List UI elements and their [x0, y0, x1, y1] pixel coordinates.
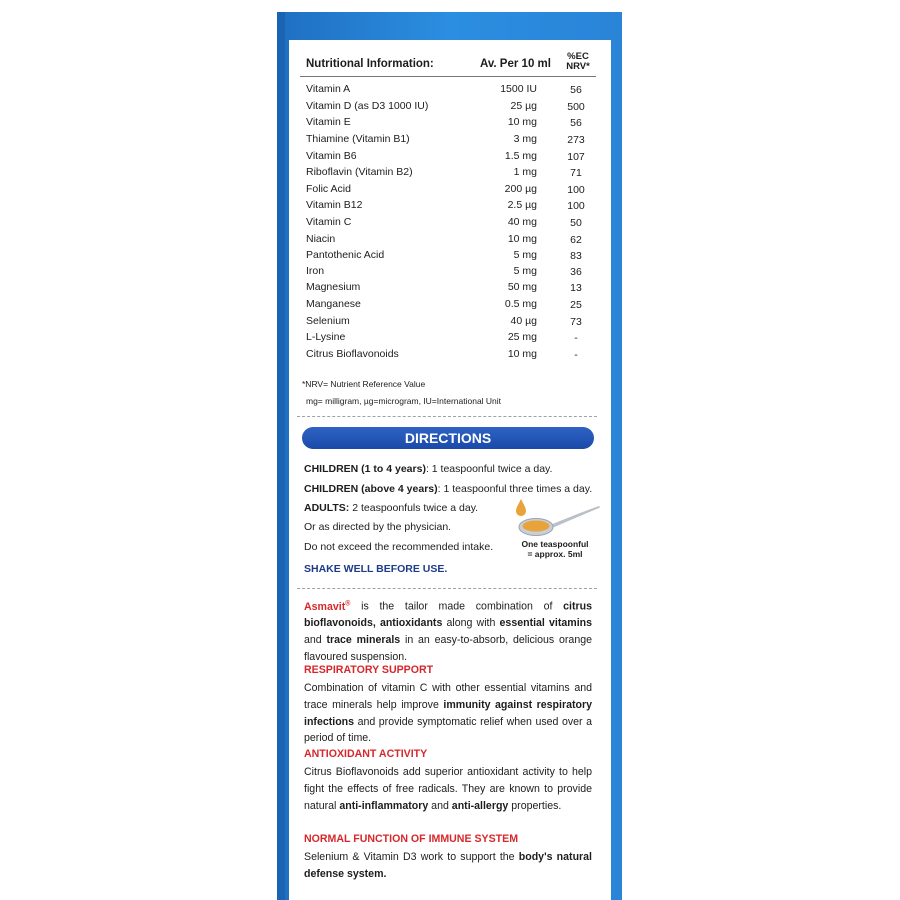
nutrient-row — [306, 199, 591, 215]
spoon-handle — [550, 506, 600, 528]
nutrient-row — [306, 281, 591, 297]
shake-warning: SHAKE WELL BEFORE USE. — [304, 563, 448, 575]
spoon-caption — [515, 539, 595, 559]
immune-text — [304, 849, 592, 883]
body-text: and — [428, 799, 452, 812]
respiratory-text — [304, 680, 592, 747]
nutrient-name: Vitamin E — [306, 116, 351, 128]
intro-bold: trace minerals — [326, 634, 401, 647]
table-top-rule — [300, 76, 596, 77]
registered-mark: ® — [345, 600, 351, 607]
box-panel-edge — [277, 12, 285, 900]
body-bold: anti-inflammatory — [339, 799, 429, 812]
nutrient-amount: 0.5 mg — [504, 298, 537, 310]
nutrient-amount: 10 mg — [507, 116, 537, 128]
nutrient-amount: 25 µg — [510, 100, 537, 112]
nrv-heading-line1: %EC — [567, 51, 589, 62]
units-footnote: mg= milligram, µg=microgram, IU=International Unit — [306, 396, 502, 406]
nutrient-name: Pantothenic Acid — [306, 249, 385, 261]
direction-children-small — [304, 463, 552, 475]
direction-text: 2 teaspoonfuls twice a day. — [349, 502, 479, 514]
brand-text: Asmavit — [304, 600, 346, 613]
body-text: Selenium & Vitamin D3 work to support the — [304, 851, 519, 863]
intro-text: is the tailor made combination of — [350, 600, 564, 613]
nutrient-name: Vitamin C — [306, 216, 352, 228]
direction-physician: Or as directed by the physician. — [304, 521, 452, 533]
intro-bold: essential vitamins — [499, 617, 592, 630]
nutrient-amount: 5 mg — [513, 265, 537, 277]
nutrient-name: Iron — [306, 265, 325, 277]
nutrient-amount: 40 µg — [510, 315, 537, 327]
nutrient-amount: 40 mg — [507, 216, 537, 228]
nutrient-nrv: - — [574, 332, 578, 344]
respiratory-heading: RESPIRATORY SUPPORT — [304, 664, 434, 676]
direction-children-older — [304, 483, 592, 495]
nutrient-name: Riboflavin (Vitamin B2) — [306, 166, 413, 178]
intro-text: in an easy-to-absorb, delicious orange flavoured suspension. — [304, 634, 592, 663]
body-bold: anti-allergy — [451, 799, 509, 812]
nutrient-amount: 25 mg — [507, 331, 537, 343]
nutrient-name: Niacin — [306, 233, 336, 245]
nutrient-row — [306, 116, 591, 132]
nutrient-amount: 10 mg — [507, 348, 537, 360]
nutrient-name: Vitamin A — [306, 83, 351, 95]
intro-bold: citrus bioflavonoids, antioxidants — [304, 600, 592, 630]
nutrient-row — [306, 100, 591, 116]
body-text: Citrus Bioflavonoids add superior antioxidant activity to help fight the effects of free radicals. They are known to provide natural — [304, 766, 592, 812]
nutrient-row — [306, 315, 591, 331]
teaspoon-illustration — [510, 497, 602, 541]
nutrient-row — [306, 265, 591, 281]
direction-label: ADULTS: — [304, 502, 350, 514]
nutrient-row — [306, 331, 591, 347]
body-text: and provide symptomatic relief when used over a period of time. — [304, 715, 592, 745]
nutrient-row — [306, 216, 591, 232]
direction-text: : 1 teaspoonful twice a day. — [425, 463, 553, 475]
antioxidant-text — [304, 764, 592, 814]
nutrient-nrv: 273 — [567, 134, 585, 146]
nutrient-nrv: 50 — [570, 217, 582, 229]
nrv-heading-line2: NRV* — [566, 61, 590, 72]
spoon-syrup — [523, 521, 550, 532]
product-intro — [304, 596, 592, 666]
nutrient-name: Vitamin D (as D3 1000 IU) — [306, 100, 429, 112]
direction-label: CHILDREN (above 4 years) — [304, 483, 438, 495]
nutrient-nrv: 100 — [567, 184, 585, 196]
per-serving-heading: Av. Per 10 ml — [480, 58, 551, 70]
nutrient-row — [306, 348, 591, 364]
syrup-drop-icon — [516, 499, 526, 516]
section-divider — [297, 588, 597, 589]
nutrient-name: Manganese — [306, 298, 361, 310]
nutrient-nrv: 62 — [570, 234, 582, 246]
nutrient-nrv: 56 — [570, 84, 582, 96]
nutrient-amount: 200 µg — [504, 183, 537, 195]
body-bold: body's natural defense system. — [304, 851, 592, 880]
nutrient-nrv: 36 — [570, 266, 582, 278]
nutrient-nrv: 13 — [570, 282, 582, 294]
nutrition-heading: Nutritional Information: — [306, 58, 434, 70]
body-text: properties. — [508, 799, 562, 812]
antioxidant-heading: ANTIOXIDANT ACTIVITY — [304, 748, 428, 760]
nutrient-amount: 10 mg — [507, 233, 537, 245]
nutrient-row — [306, 83, 591, 99]
brand-name — [304, 601, 350, 613]
nutrient-nrv: 83 — [570, 250, 582, 262]
nrv-footnote: *NRV= Nutrient Reference Value — [302, 379, 426, 389]
nutrient-name: Magnesium — [306, 281, 361, 293]
nutrient-nrv: 500 — [567, 101, 585, 113]
nutrient-name: Folic Acid — [306, 183, 351, 195]
nutrient-row — [306, 166, 591, 182]
nutrient-nrv: 107 — [567, 151, 585, 163]
nutrient-nrv: 25 — [570, 299, 582, 311]
nutrient-row — [306, 183, 591, 199]
spoon-caption-line1: One teaspoonful — [521, 539, 589, 549]
nutrient-name: Selenium — [306, 315, 350, 327]
body-text: Combination of vitamin C with other essential vitamins and trace minerals help improve — [304, 682, 592, 711]
directions-banner — [302, 427, 594, 449]
intro-text: along with — [442, 617, 500, 630]
intro-text: and — [304, 634, 327, 647]
nutrient-amount: 50 mg — [507, 281, 537, 293]
section-divider — [297, 416, 597, 417]
nutrient-amount: 1500 IU — [500, 83, 537, 95]
nutrient-row — [306, 233, 591, 249]
nutrient-amount: 1 mg — [513, 166, 537, 178]
nutrient-name: Vitamin B12 — [306, 199, 363, 211]
nutrient-name: Citrus Bioflavonoids — [306, 348, 399, 360]
nutrient-row — [306, 133, 591, 149]
nutrient-amount: 1.5 mg — [504, 150, 537, 162]
nutrient-nrv: 71 — [570, 167, 582, 179]
nutrient-name: L-Lysine — [306, 331, 346, 343]
direction-label: CHILDREN (1 to 4 years) — [304, 463, 426, 475]
direction-text: : 1 teaspoonful three times a day. — [437, 483, 593, 495]
nutrient-amount: 2.5 µg — [507, 199, 537, 211]
nutrient-nrv: - — [574, 349, 578, 361]
nutrient-nrv: 73 — [570, 316, 582, 328]
nutrient-nrv: 56 — [570, 117, 582, 129]
body-bold: immunity against respiratory infections — [304, 698, 592, 728]
nutrient-row — [306, 298, 591, 314]
direction-exceed: Do not exceed the recommended intake. — [304, 541, 494, 553]
spoon-caption-line2: = approx. 5ml — [527, 549, 583, 559]
direction-adults — [304, 502, 478, 514]
nutrient-amount: 3 mg — [513, 133, 537, 145]
nutrient-row — [306, 249, 591, 265]
immune-heading: NORMAL FUNCTION OF IMMUNE SYSTEM — [304, 833, 519, 845]
nutrient-name: Thiamine (Vitamin B1) — [306, 133, 410, 145]
nutrient-nrv: 100 — [567, 200, 585, 212]
directions-title: DIRECTIONS — [404, 430, 492, 446]
nutrient-name: Vitamin B6 — [306, 150, 357, 162]
nutrient-amount: 5 mg — [513, 249, 537, 261]
nutrient-row — [306, 150, 591, 166]
nrv-heading — [560, 52, 596, 72]
